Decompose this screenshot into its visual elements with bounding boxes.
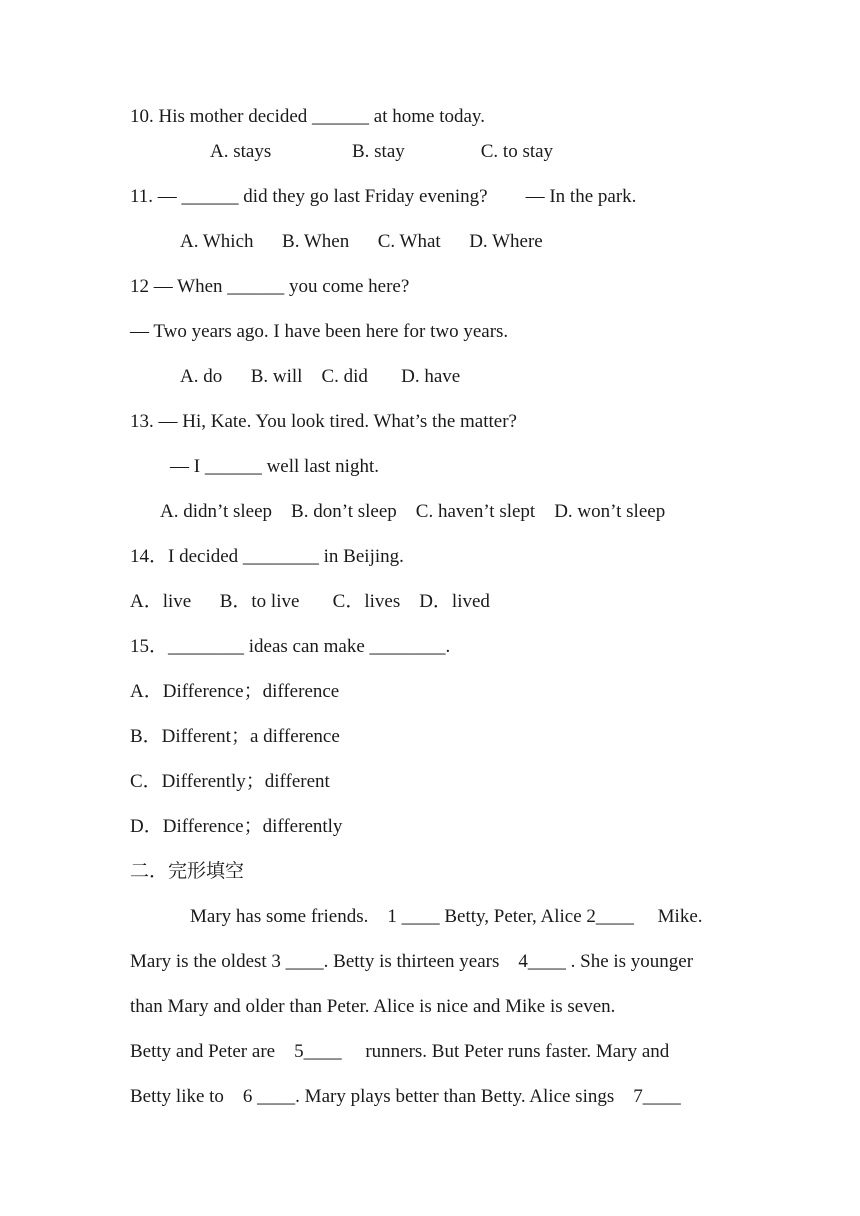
question-15-option-c: C．Differently；different xyxy=(130,771,330,792)
section-heading-cloze: 二．完形填空 xyxy=(130,861,245,882)
cloze-paragraph-line-2: Mary is the oldest 3 ____. Betty is thirteen years 4____ . She is younger xyxy=(130,951,694,972)
question-14-options: A．live B．to live C．lives D．lived xyxy=(130,591,490,612)
question-10-stem: 10. His mother decided ______ at home today. xyxy=(130,106,485,127)
cloze-paragraph-line-5: Betty like to 6 ____. Mary plays better than Betty. Alice sings 7____ xyxy=(130,1086,681,1107)
question-14-stem: 14．I decided ________ in Beijing. xyxy=(130,546,404,567)
question-15-option-b: B．Different；a difference xyxy=(130,726,340,747)
question-13-options: A. didn’t sleep B. don’t sleep C. haven’t slept D. won’t sleep xyxy=(160,501,666,522)
question-15-option-a: A．Difference；difference xyxy=(130,681,340,702)
question-15-stem: 15．________ ideas can make ________. xyxy=(130,636,451,657)
question-10-options: A. stays B. stay C. to stay xyxy=(210,141,554,162)
question-13-response: — I ______ well last night. xyxy=(170,456,379,477)
cloze-paragraph-line-4: Betty and Peter are 5____ runners. But Peter runs faster. Mary and xyxy=(130,1041,670,1062)
question-15-option-d: D．Difference；differently xyxy=(130,816,343,837)
cloze-paragraph-line-3: than Mary and older than Peter. Alice is nice and Mike is seven. xyxy=(130,996,616,1017)
question-12-response: — Two years ago. I have been here for two years. xyxy=(130,321,509,342)
question-12-options: A. do B. will C. did D. have xyxy=(180,366,461,387)
question-11-options: A. Which B. When C. What D. Where xyxy=(180,231,543,252)
cloze-paragraph-line-1: Mary has some friends. 1 ____ Betty, Peter, Alice 2____ Mike. xyxy=(190,906,703,927)
question-13-stem: 13. — Hi, Kate. You look tired. What’s the matter? xyxy=(130,411,517,432)
question-12-stem: 12 — When ______ you come here? xyxy=(130,276,410,297)
question-11-stem: 11. — ______ did they go last Friday evening? — In the park. xyxy=(130,186,637,207)
